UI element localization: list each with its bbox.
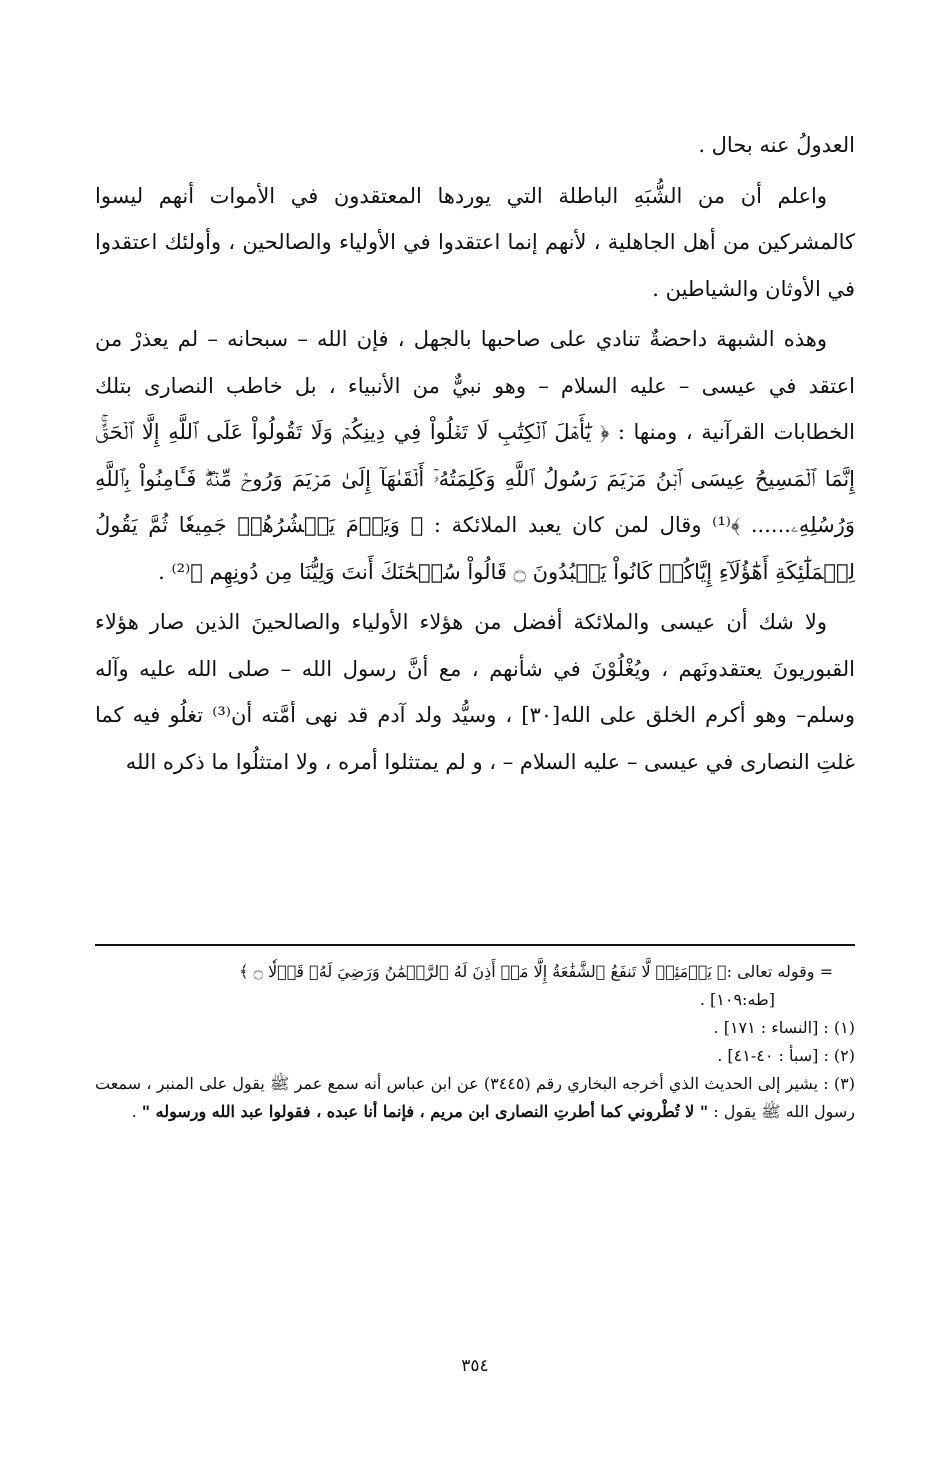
footnote-continuation-line2: [طه:١٠٩] . xyxy=(699,990,775,1009)
paragraph-1: العدولُ عنه بحال . xyxy=(698,133,855,157)
paragraph-3: وهذه الشبهة داحضةٌ تنادي على صاحبها بالجهل ، فإن الله – سبحانه – لم يعذرْ من اعتقد في عيسى – عليه السلام – وهو نبيٌّ من الأنبياء ، بل خاطب النصارى بتلك الخطابات القرآنية ، ومنها : ﴿ يَٰٓأَهۡلَ ٱلۡكِتَٰبِ لَا تَغۡلُواْ فِي دِينِكُمۡ وَلَا تَقُولُواْ عَلَى ٱللَّهِ إِلَّا ٱلۡحَقَّۚ إِنَّمَا ٱلۡمَسِيحُ عِيسَى ٱبۡنُ مَرۡيَمَ رَسُولُ ٱللَّهِ وَكَلِمَتُهُۥٓ أَلۡقَىٰهَآ إِلَىٰ مَرۡيَمَ وَرُوحٞ مِّنۡهُۖ فَـَٔامِنُواْ بِٱللَّهِ وَرُسُلِهِۦ...... ﴾⁽¹⁾ وقال لمن كان يعبد الملائكة : ﴿ وَيَوۡمَ يَحۡشُرُهُمۡ جَمِيعٗا ثُمَّ يَقُولُ لِلۡمَلَٰٓئِكَةِ أَهَٰٓؤُلَآءِ إِيَّاكُمۡ كَانُواْ يَعۡبُدُونَ ۝ قَالُواْ سُبۡحَٰنَكَ أَنتَ وَلِيُّنَا مِن دُونِهِم ﴾⁽²⁾ . xyxy=(95,327,855,584)
footnote-1: (١) : [النساء : ١٧١] . xyxy=(713,1018,855,1037)
footnote-continuation-line1: = وقوله تعالى :﴿ يَوۡمَئِذٖ لَّا تَنفَعُ ٱلشَّفَٰعَةُ إِلَّا مَنۡ أَذِنَ لَهُ ٱلرَّحۡمَٰنُ وَرَضِيَ لَهُۥ قَوۡلٗا ۝ ﴾ xyxy=(239,962,833,981)
paragraph-2: واعلم أن من الشُّبَهِ الباطلة التي يوردها المعتقدون في الأموات أنهم ليسوا كالمشركين من أهل الجاهلية ، لأنهم إنما اعتقدوا في الأولياء والصالحين ، وأولئك اعتقدوا في الأوثان والشياطين . xyxy=(95,183,855,301)
page-number: ٣٥٤ xyxy=(461,1356,489,1376)
footnote-separator xyxy=(95,944,855,946)
footnote-2: (٢) : [سبأ : ٤٠-٤١] . xyxy=(717,1046,855,1065)
paragraph-4: ولا شك أن عيسى والملائكة أفضل من هؤلاء الأولياء والصالحينَ الذين صار هؤلاء القبوريونَ يعتقدونَهم ، ويُغْلُوْنَ في شأنهم ، مع أنَّ رسول الله – صلى الله عليه وآله وسلم– وهو أكرم الخلق على الله[٣٠] ، وسيُّد ولد آدم قد نهى أمَّته أن⁽³⁾ تغلُو فيه كما غلتِ النصارى في عيسى – عليه السلام – ، و لم يمتثلوا أمره ، ولا امتثلُوا ما ذكره الله xyxy=(95,610,856,774)
footnote-3 xyxy=(95,1070,855,1126)
page-body xyxy=(95,122,855,785)
footnote-3-text: (٣) : يشير إلى الحديث الذي أخرجه البخاري رقم (٣٤٤٥) عن ابن عباس أنه سمع عمر ﷺ يقول على المنبر ، سمعت رسول الله ﷺ يقول : xyxy=(95,1074,855,1121)
footnote-3-end: . xyxy=(131,1102,142,1121)
footnotes xyxy=(95,958,855,1126)
footnote-3-hadith: " لا تُطْروني كما أطرتِ النصارى ابن مريم ، فإنما أنا عبده ، فقولوا عبد الله ورسوله " xyxy=(141,1102,709,1121)
main-text xyxy=(95,122,855,785)
